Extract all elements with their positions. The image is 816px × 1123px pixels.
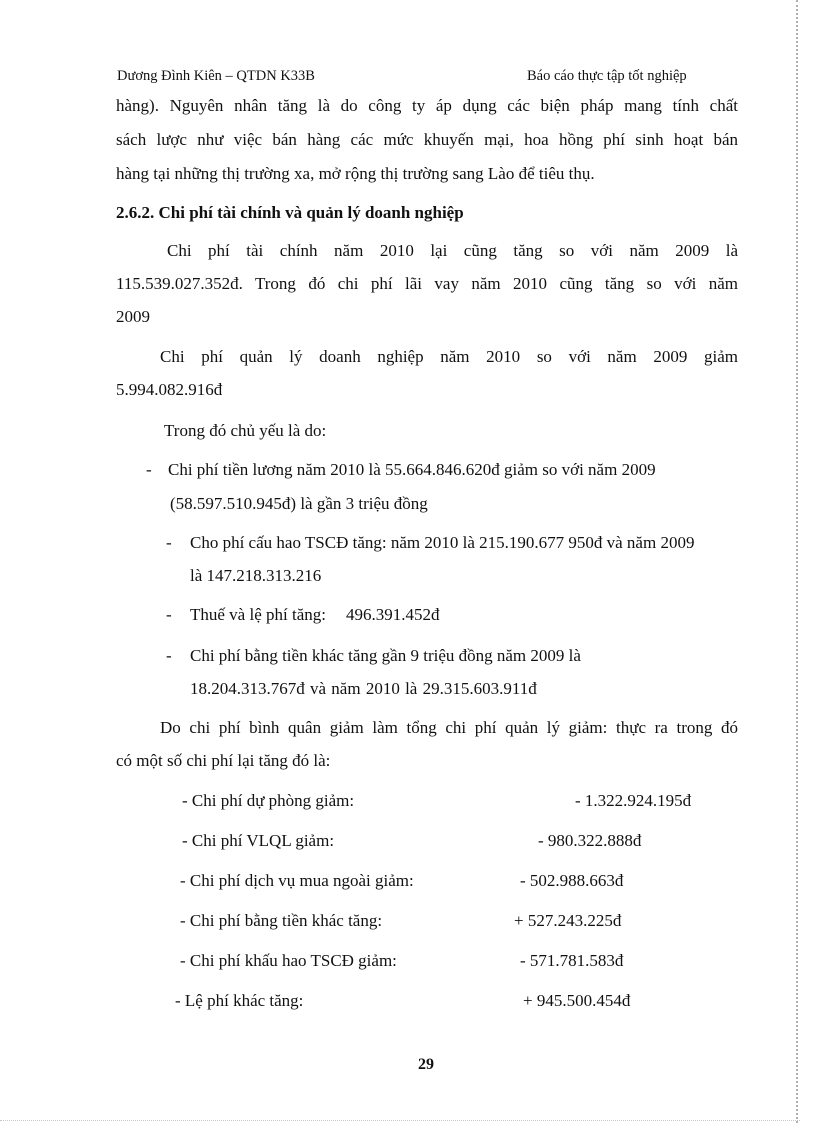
paragraph-line: Do chi phí bình quân giảm làm tổng chi phí quản lý giảm: thực ra trong đó: [160, 718, 738, 737]
change-label: - Chi phí VLQL giảm:: [182, 831, 335, 850]
bullet-line: là 147.218.313.216: [190, 566, 322, 585]
page-number: 29: [418, 1056, 434, 1073]
paragraph-line: 2009: [116, 307, 150, 326]
paragraph-line: có một số chi phí lại tăng đó là:: [116, 751, 331, 770]
change-label: - Chi phí bằng tiền khác tăng:: [180, 911, 383, 930]
page-border-right: [796, 0, 798, 1123]
intro-line: hàng tại những thị trường xa, mở rộng thị trường sang Lào để tiêu thụ.: [116, 164, 595, 183]
change-label: - Chi phí dự phòng giảm:: [182, 791, 355, 810]
bullet-dash: -: [166, 533, 172, 552]
intro-line: sách lược như việc bán hàng các mức khuyến mại, hoa hồng phí sinh hoạt bán: [116, 130, 738, 149]
paragraph-line: 5.994.082.916đ: [116, 380, 223, 399]
bullet-value: 496.391.452đ: [346, 605, 440, 624]
change-label: - Lệ phí khác tăng:: [175, 991, 304, 1010]
header-title: Báo cáo thực tập tốt nghiệp: [527, 68, 687, 84]
bullet-label: Thuế và lệ phí tăng:: [190, 605, 326, 624]
intro-line: hàng). Nguyên nhân tăng là do công ty áp dụng các biện pháp mang tính chất: [116, 96, 738, 115]
bullet-dash: -: [166, 646, 172, 665]
change-value: - 1.322.924.195đ: [575, 791, 692, 810]
change-label: - Chi phí khấu hao TSCĐ giảm:: [180, 951, 397, 970]
section-heading: 2.6.2. Chi phí tài chính và quản lý doanh nghiệp: [116, 203, 464, 222]
change-value: - 502.988.663đ: [520, 871, 624, 890]
header-author: Dương Đình Kiên – QTDN K33B: [117, 68, 315, 84]
paragraph-line: 115.539.027.352đ. Trong đó chi phí lãi vay năm 2010 cũng tăng so với năm: [116, 274, 738, 293]
change-label: - Chi phí dịch vụ mua ngoài giảm:: [180, 871, 414, 890]
bullet-line: Chi phí tiền lương năm 2010 là 55.664.846.620đ giảm so với năm 2009: [168, 460, 656, 479]
paragraph-line: Trong đó chủ yếu là do:: [164, 421, 327, 440]
bullet-line: (58.597.510.945đ) là gần 3 triệu đồng: [170, 494, 428, 513]
bullet-line: 18.204.313.767đ và năm 2010 là 29.315.603.911đ: [190, 679, 537, 698]
change-value: - 980.322.888đ: [538, 831, 642, 850]
bullet-line: Chi phí bằng tiền khác tăng gần 9 triệu đồng năm 2009 là: [190, 646, 581, 665]
paragraph-line: Chi phí quản lý doanh nghiệp năm 2010 so với năm 2009 giảm: [160, 347, 738, 366]
change-value: + 945.500.454đ: [523, 991, 631, 1010]
change-value: + 527.243.225đ: [514, 911, 622, 930]
bullet-dash: -: [146, 460, 152, 479]
bullet-line: Cho phí cấu hao TSCĐ tăng: năm 2010 là 215.190.677 950đ và năm 2009: [190, 533, 695, 552]
paragraph-line: Chi phí tài chính năm 2010 lại cũng tăng so với năm 2009 là: [167, 241, 738, 260]
page-border-bottom: [0, 1120, 800, 1121]
bullet-dash: -: [166, 605, 172, 624]
change-value: - 571.781.583đ: [520, 951, 624, 970]
